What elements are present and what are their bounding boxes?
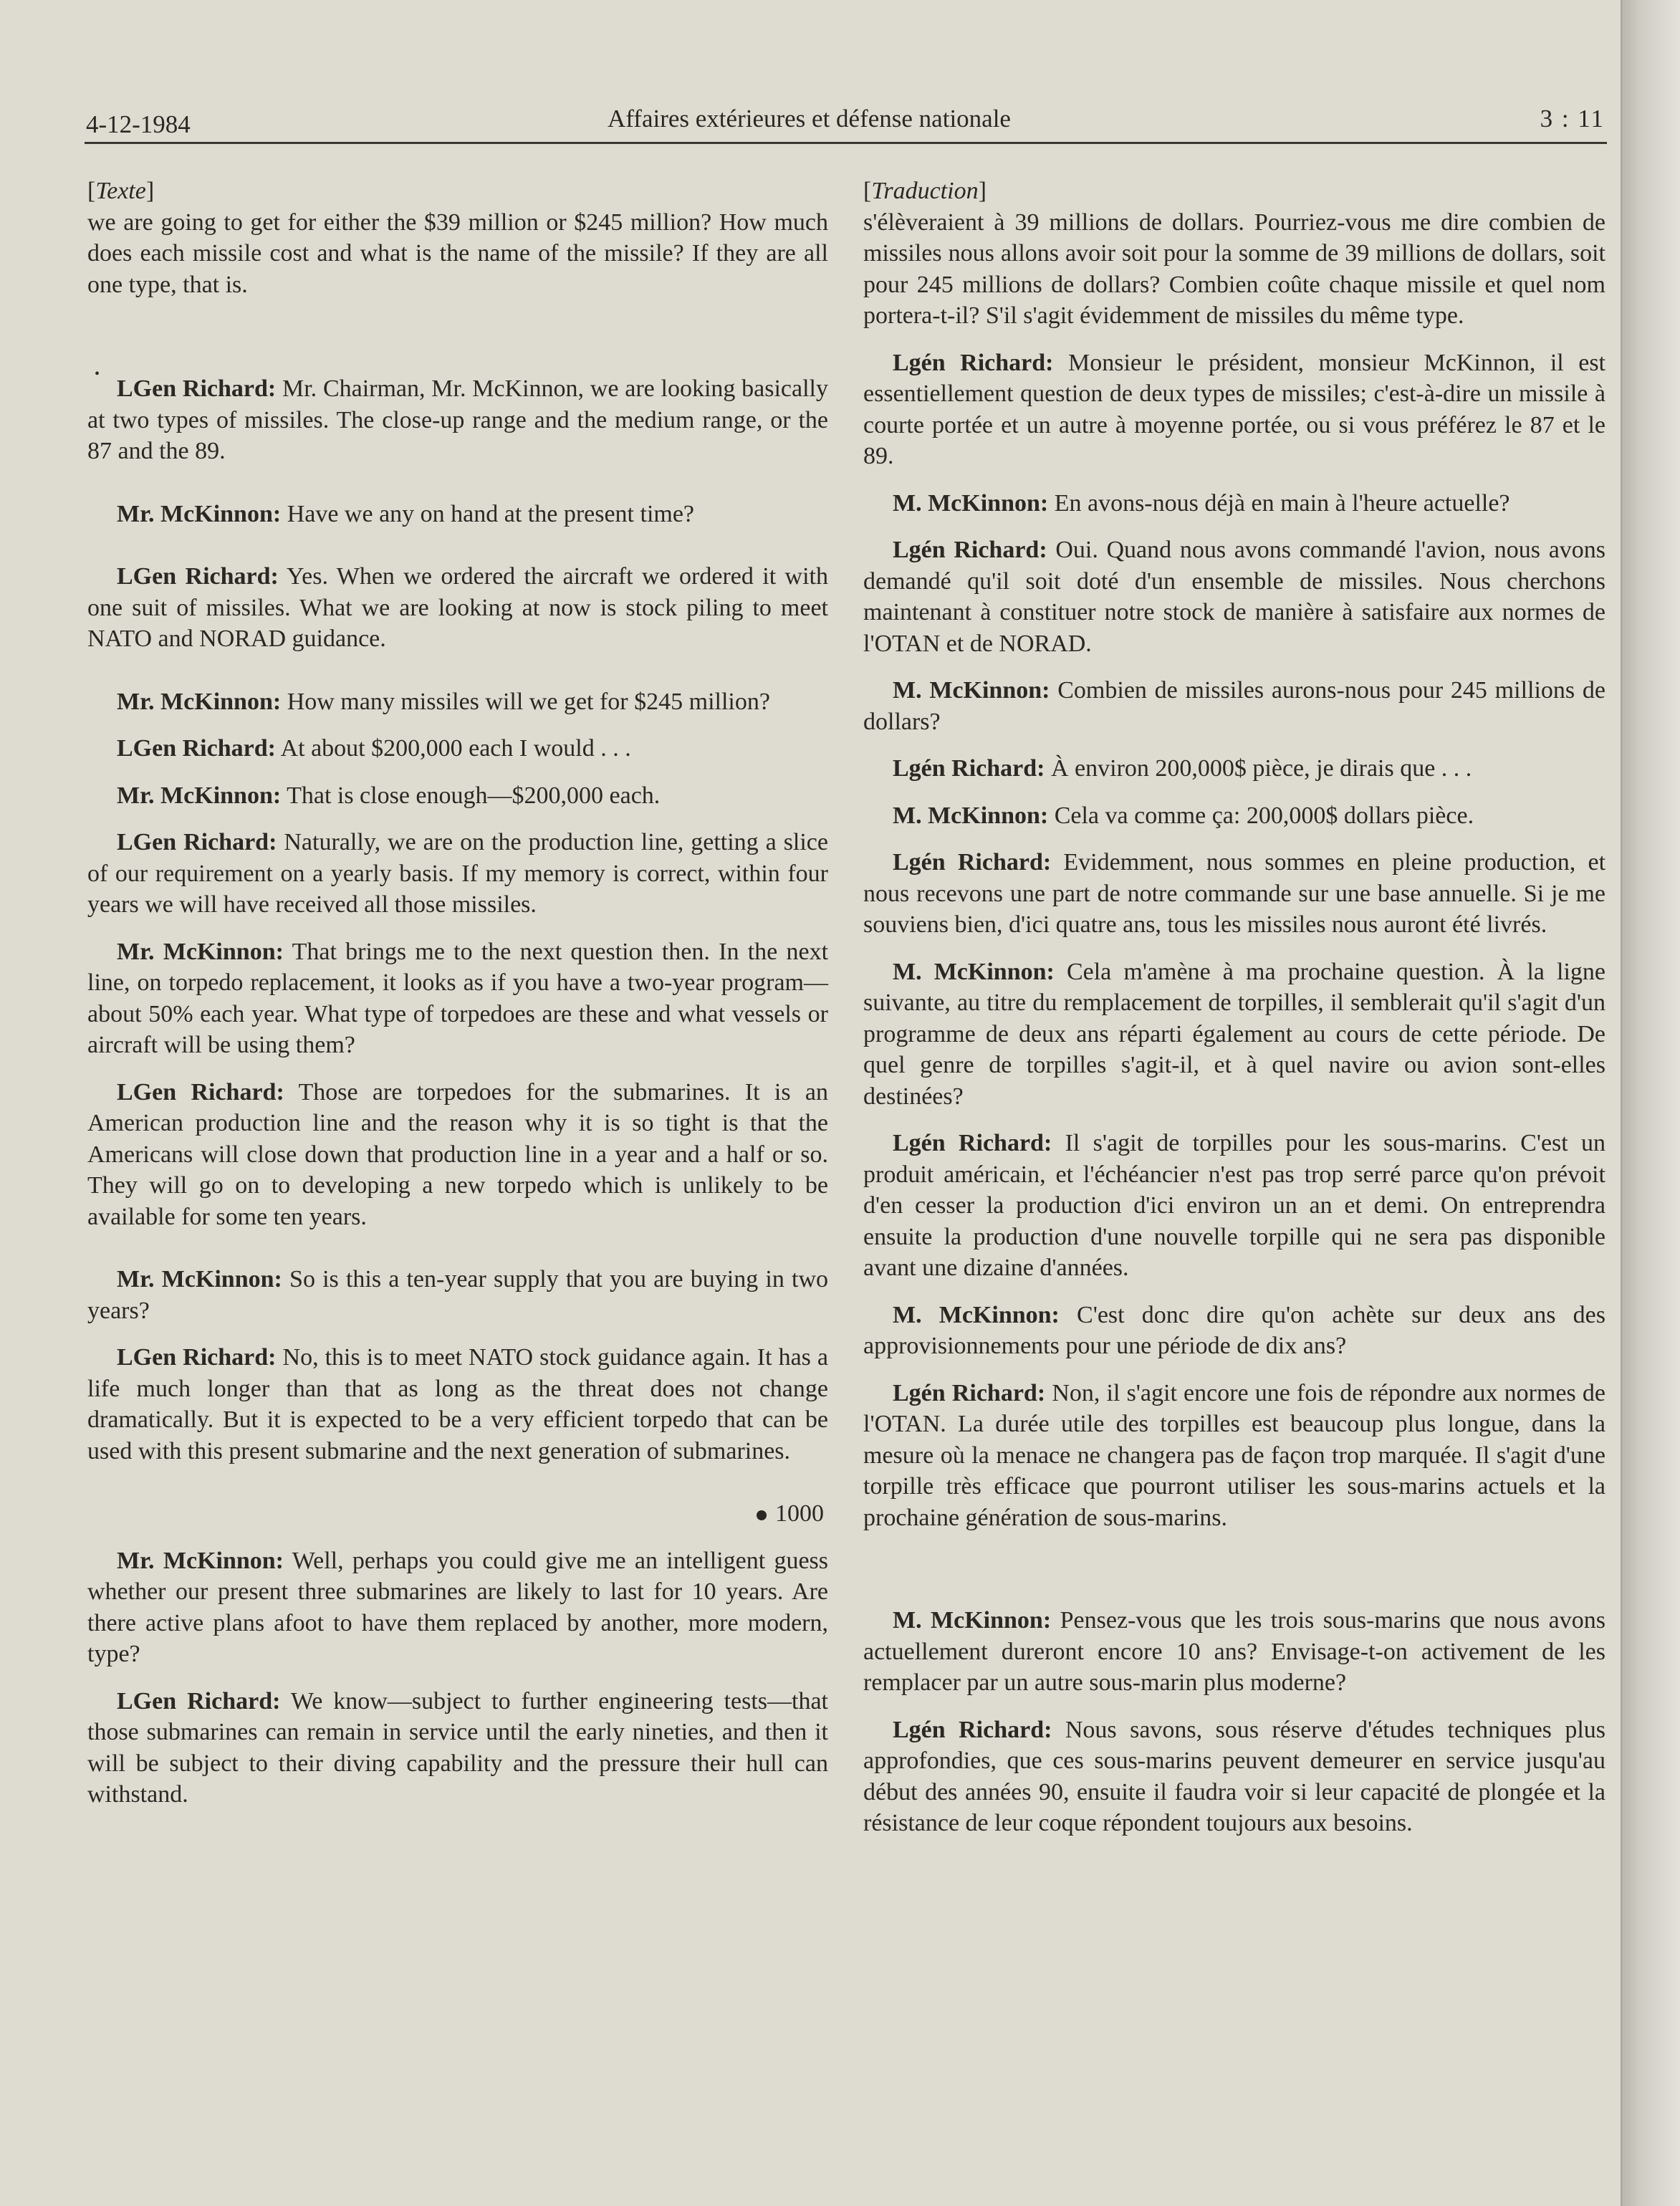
speech-paragraph: Lgén Richard: Oui. Quand nous avons commandé l'avion, nous avons demandé qu'il soit doté d'un ensemble de missiles. Nous cherchons maintenant à constituer notre stock de manière à satisfaire aux normes de l'OTAN et de NORAD. (863, 537, 1606, 657)
speech-paragraph: M. McKinnon: En avons-nous déjà en main à l'heure actuelle? (893, 489, 1510, 517)
speech-paragraph: LGen Richard: Those are torpedoes for the submarines. It is an American production line and the reason why it is so tight is that the Americans will close down that production line in a year and a half or so. They will go on to developing a new torpedo which is unlikely to be available for some ten years. (87, 1078, 828, 1230)
speech-paragraph: LGen Richard: At about $200,000 each I would . . . (117, 735, 631, 762)
speech-paragraph: LGen Richard: Yes. When we ordered the aircraft we ordered it with one suit of missiles. What we are looking at now is stock piling to meet NATO and NORAD guidance. (87, 563, 828, 652)
speech-paragraph: Mr. McKinnon: Well, perhaps you could give me an intelligent guess whether our present three submarines are likely to last for 10 years. Are there active plans afoot to have them replaced by another, more modern, type? (87, 1547, 829, 1667)
speech-paragraph: LGen Richard: No, this is to meet NATO stock guidance again. It has a life much longer than that as long as the threat does not change dramatically. But it is expected to be a very efficient torpedo that can be used with this present submarine and the next generation of submarines. (87, 1344, 828, 1464)
speech-paragraph: Mr. McKinnon: How many missiles will we get for $245 million? (117, 688, 770, 715)
column-label: [Traduction] (863, 178, 987, 204)
speech-paragraph: LGen Richard: Mr. Chairman, Mr. McKinnon, we are looking basically at two types of missiles. The close-up range and the medium range, or the 87 and the 89. (87, 375, 829, 464)
speech-paragraph: M. McKinnon: Cela m'amène à ma prochaine question. À la ligne suivante, au titre du remplacement de torpilles, il semblerait qu'il s'agit d'un programme de deux ans réparti également au cours de cette période. De quel genre de torpilles s'agit-il, et à quel navire ou avion sont-elles destinées? (863, 958, 1605, 1110)
intro-paragraph: we are going to get for either the $39 million or $245 million? How much does each missile cost and what is the name of the missile? If they are all one type, that is. (87, 208, 828, 298)
speech-paragraph: Mr. McKinnon: Have we any on hand at the present time? (117, 500, 695, 527)
french-column (863, 176, 1605, 1839)
header-date: 4-12-1984 (86, 110, 191, 138)
speech-paragraph: Mr. McKinnon: That is close enough—$200,000 each. (117, 782, 661, 809)
page-number: 3 : 11 (1540, 105, 1605, 133)
column-label: [Texte] (87, 178, 155, 204)
speech-paragraph: M. McKinnon: Pensez-vous que les trois sous-marins que nous avons actuellement dureront encore 10 ans? Envisage-t-on activement de les remplacer par un autre sous-marin plus moderne? (863, 1607, 1605, 1696)
speech-paragraph: M. McKinnon: C'est donc dire qu'on achète sur deux ans des approvisionnements pour une période de dix ans? (863, 1301, 1606, 1359)
speech-paragraph: Lgén Richard: Monsieur le président, monsieur McKinnon, il est essentiellement question de deux types de missiles; c'est-à-dire un missile à courte portée et un autre à moyenne portée, ou si vous préférez le 87 et le 89. (863, 349, 1605, 469)
header-title: Affaires extérieures et défense nationale (608, 105, 1011, 133)
speech-paragraph: Lgén Richard: Il s'agit de torpilles pour les sous-marins. C'est un produit américain, et l'échéancier n'est pas trop serré parce qu'on prévoit d'en cesser la production d'ici environ un an et demi. On entreprendra ensuite la production d'une nouvelle torpille qui ne sera pas disponible avant une dizaine d'années. (863, 1130, 1606, 1281)
speech-paragraph: LGen Richard: We know—subject to further engineering tests—that those submarines can remain in service until the early nineties, and then it will be subject to their diving capability and the pressure their hull can withstand. (87, 1687, 829, 1808)
speech-paragraph: Lgén Richard: À environ 200,000$ pièce, je dirais que . . . (893, 755, 1472, 782)
time-marker: 1000 (87, 1498, 828, 1530)
speech-paragraph: M. McKinnon: Combien de missiles aurons-nous pour 245 millions de dollars? (863, 677, 1605, 735)
speech-paragraph: Mr. McKinnon: That brings me to the next question then. In the next line, on torpedo replacement, it looks as if you have a two-year program—about 50% each year. What type of torpedoes are these and what vessels or aircraft will be using them? (87, 938, 829, 1058)
english-column (87, 176, 828, 1811)
speech-paragraph: Lgén Richard: Nous savons, sous réserve d'études techniques plus approfondies, que ces sous-marins peuvent demeurer en service jusqu'au début des années 90, ensuite il faudra voir si leur capacité de plongée et la résistance de leur coque répondent toujours aux besoins. (863, 1716, 1605, 1836)
speech-paragraph: Lgén Richard: Evidemment, nous sommes en pleine production, et nous recevons une part de notre commande sur une base annuelle. Si je me souviens bien, d'ici quatre ans, tous les missiles nous auront été livrés. (863, 849, 1606, 938)
header-rule (85, 142, 1607, 144)
speech-paragraph: M. McKinnon: Cela va comme ça: 200,000$ dollars pièce. (893, 802, 1474, 829)
intro-paragraph: s'élèveraient à 39 millions de dollars. Pourriez-vous me dire combien de missiles nous allons avoir soit pour la somme de 39 millions de dollars, soit pour 245 millions de dollars? Combien coûte chaque missile et quel nom portera-t-il? S'il s'agit évidemment de missiles du même type. (863, 208, 1605, 329)
speech-paragraph: LGen Richard: Naturally, we are on the production line, getting a slice of our requirement on a yearly basis. If my memory is correct, within four years we will have received all those missiles. (87, 829, 828, 918)
running-header (86, 105, 1605, 140)
page-edge (1621, 0, 1680, 2206)
bullet-icon (757, 1510, 767, 1520)
speech-paragraph: Lgén Richard: Non, il s'agit encore une fois de répondre aux normes de l'OTAN. La durée utile des torpilles est beaucoup plus longue, dans la mesure où la menace ne changera pas de façon trop marquée. Il s'agit d'une torpille très efficace que pourront utiliser les sous-marins actuels et la prochaine génération de sous-marins. (863, 1379, 1605, 1531)
margin-dot: • (95, 366, 100, 382)
speech-paragraph: Mr. McKinnon: So is this a ten-year supply that you are buying in two years? (87, 1266, 829, 1324)
